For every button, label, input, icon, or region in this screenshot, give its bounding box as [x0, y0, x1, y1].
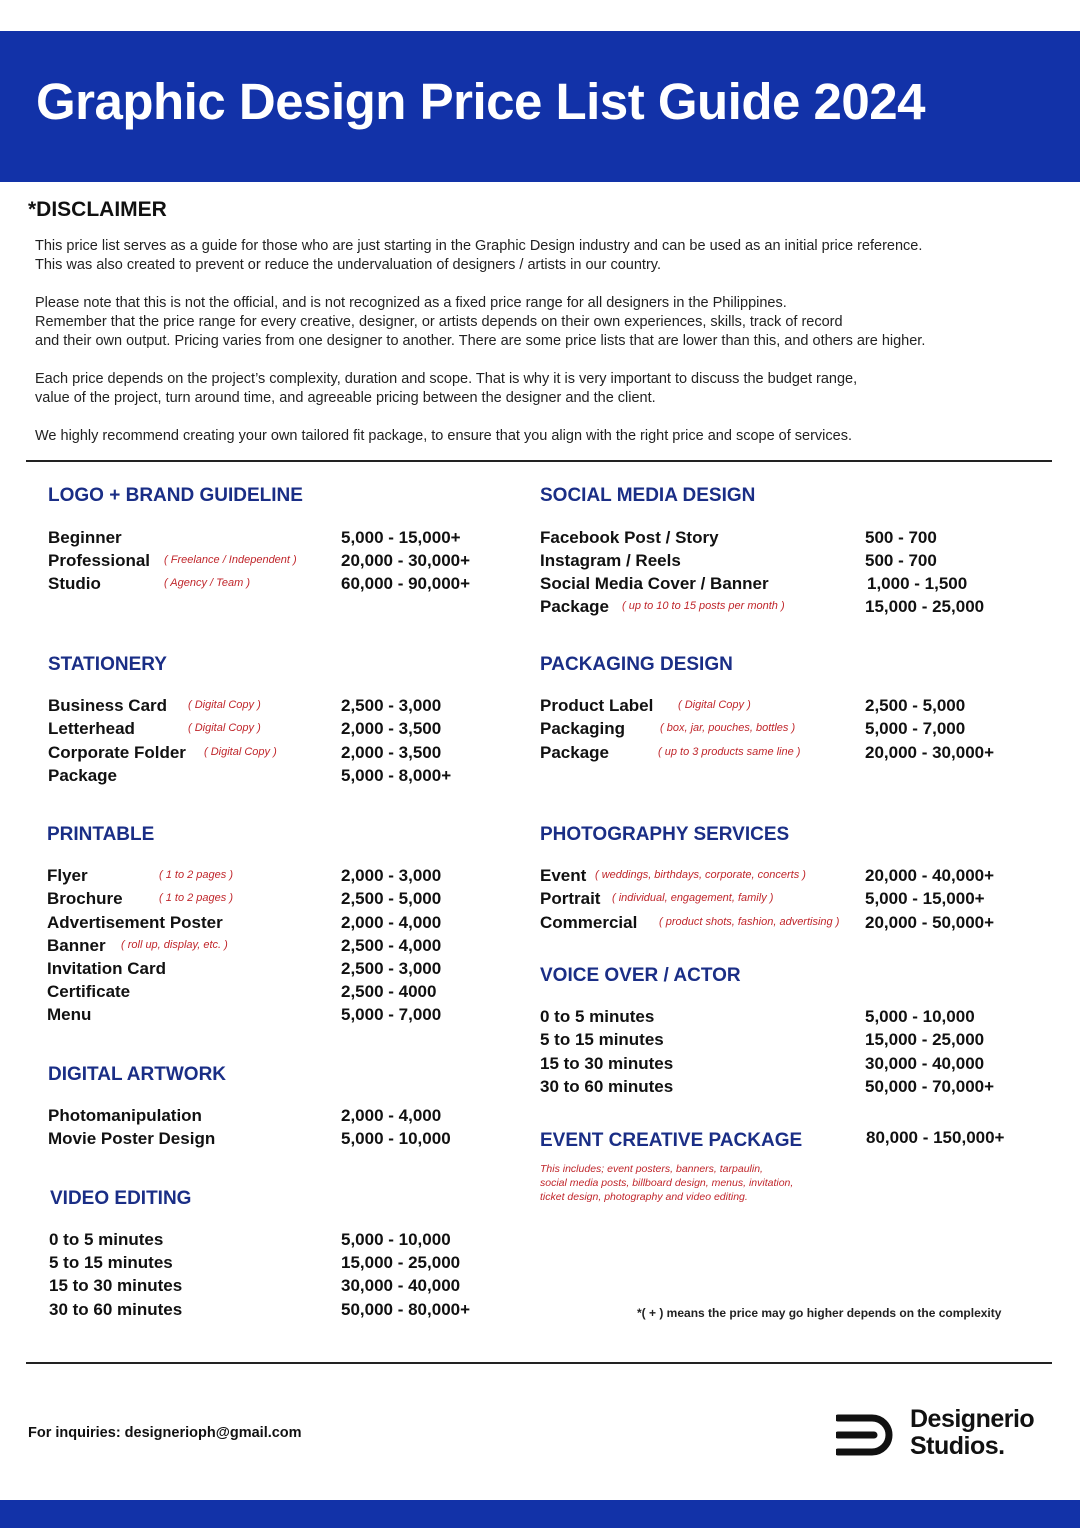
item-name: Package	[48, 766, 117, 785]
disclaimer-line: and their own output. Pricing varies from one designer to another. There are some price lists that are lower than this, and others are higher.	[35, 333, 926, 349]
item-price: 5,000 - 15,000+	[865, 889, 985, 908]
item-name: Package	[540, 597, 609, 616]
item-note: ( product shots, fashion, advertising )	[659, 916, 840, 928]
item-price: 5,000 - 15,000+	[341, 528, 461, 547]
item-name: Invitation Card	[47, 959, 167, 978]
item-note: ( Freelance / Independent )	[164, 554, 297, 566]
item-price: 15,000 - 25,000	[865, 597, 985, 616]
item-name: Certificate	[47, 982, 131, 1001]
item-price: 2,000 - 3,500	[341, 743, 442, 762]
item-price: 2,500 - 4000	[341, 982, 437, 1001]
divider-top	[26, 460, 1052, 462]
item-price: 80,000 - 150,000+	[866, 1128, 1005, 1147]
item-name: 15 to 30 minutes	[540, 1054, 674, 1073]
item-note: ( 1 to 2 pages )	[159, 869, 233, 881]
item-name: Commercial	[540, 913, 638, 932]
disclaimer-line: Remember that the price range for every creative, designer, or artists depends on their own experiences, skills, track of record	[35, 314, 843, 330]
item-note: ( individual, engagement, family )	[612, 892, 774, 904]
item-price: 15,000 - 25,000	[865, 1030, 985, 1049]
brand-line-1: Designerio	[910, 1405, 1035, 1433]
item-name: 5 to 15 minutes	[49, 1253, 173, 1272]
item-price: 1,000 - 1,500	[867, 574, 968, 593]
item-price: 2,500 - 3,000	[341, 696, 442, 715]
item-name: Portrait	[540, 889, 601, 908]
disclaimer-line: Each price depends on the project’s complexity, duration and scope. That is why it is very important to discuss the budget range,	[35, 371, 858, 387]
item-name: Beginner	[48, 528, 122, 547]
brand-line-2: Studios.	[910, 1432, 1005, 1460]
item-name: Social Media Cover / Banner	[540, 574, 769, 593]
item-price: 2,000 - 4,000	[341, 1106, 442, 1125]
description-line: This includes; event posters, banners, tarpaulin,	[540, 1163, 763, 1175]
section-title-printable: PRINTABLE	[47, 824, 155, 845]
item-price: 5,000 - 7,000	[865, 719, 966, 738]
item-name: 30 to 60 minutes	[49, 1300, 183, 1319]
designerio-logo-icon	[836, 1412, 894, 1458]
item-price: 20,000 - 50,000+	[865, 913, 995, 932]
disclaimer-paragraph-3	[35, 370, 1045, 408]
section-title-voice-over: VOICE OVER / ACTOR	[540, 965, 741, 986]
item-name: Professional	[48, 551, 151, 570]
section-title-social-media: SOCIAL MEDIA DESIGN	[540, 485, 756, 506]
item-price: 2,000 - 3,500	[341, 719, 442, 738]
item-price: 5,000 - 7,000	[341, 1005, 442, 1024]
disclaimer-line: value of the project, turn around time, and agreeable pricing between the designer and the client.	[35, 390, 656, 406]
item-price: 2,500 - 4,000	[341, 936, 442, 955]
item-note: ( 1 to 2 pages )	[159, 892, 233, 904]
item-name: Menu	[47, 1005, 92, 1024]
item-price: 30,000 - 40,000	[865, 1054, 985, 1073]
item-name: Event	[540, 866, 587, 885]
disclaimer-paragraph-4	[35, 427, 1045, 446]
event-package-description	[540, 1162, 793, 1204]
item-price: 30,000 - 40,000	[341, 1276, 461, 1295]
item-name: Packaging	[540, 719, 626, 738]
disclaimer-line: Please note that this is not the official, and is not recognized as a fixed price range for all designers in the Philippines.	[35, 295, 787, 311]
page-title: Graphic Design Price List Guide 2024	[36, 73, 925, 130]
section-title-video-editing: VIDEO EDITING	[50, 1188, 192, 1209]
item-name: Banner	[47, 936, 106, 955]
item-name: 0 to 5 minutes	[49, 1230, 164, 1249]
item-name: Letterhead	[48, 719, 135, 738]
disclaimer-heading: *DISCLAIMER	[28, 198, 167, 221]
item-note: ( weddings, birthdays, corporate, concerts )	[595, 869, 806, 881]
item-note: ( roll up, display, etc. )	[121, 939, 228, 951]
section-title-logo-brand: LOGO + BRAND GUIDELINE	[48, 485, 303, 506]
item-name: Corporate Folder	[48, 743, 186, 762]
inquiry-email: For inquiries: designerioph@gmail.com	[28, 1425, 302, 1441]
item-name: Product Label	[540, 696, 654, 715]
description-line: social media posts, billboard design, menus, invitation,	[540, 1177, 794, 1189]
item-price: 500 - 700	[865, 528, 937, 547]
item-price: 20,000 - 30,000+	[341, 551, 471, 570]
item-name: 15 to 30 minutes	[49, 1276, 183, 1295]
item-name: Instagram / Reels	[540, 551, 681, 570]
item-name: Movie Poster Design	[48, 1129, 216, 1148]
brand-wordmark	[910, 1406, 1034, 1460]
item-price: 5,000 - 10,000	[341, 1230, 451, 1249]
footer-band	[0, 1500, 1080, 1528]
item-price: 50,000 - 70,000+	[865, 1077, 995, 1096]
disclaimer-line: We highly recommend creating your own tailored fit package, to ensure that you align with the right price and scope of services.	[35, 428, 852, 444]
description-line: ticket design, photography and video editing.	[540, 1191, 748, 1203]
item-price: 20,000 - 40,000+	[865, 866, 995, 885]
item-name: Advertisement Poster	[47, 913, 223, 932]
item-name: Business Card	[48, 696, 168, 715]
item-price: 20,000 - 30,000+	[865, 743, 995, 762]
item-note: ( Digital Copy )	[678, 699, 751, 711]
section-title-packaging: PACKAGING DESIGN	[540, 654, 733, 675]
section-title-event-package: EVENT CREATIVE PACKAGE	[540, 1130, 803, 1151]
item-price: 5,000 - 10,000	[865, 1007, 975, 1026]
item-name: Studio	[48, 574, 101, 593]
section-title-digital-artwork: DIGITAL ARTWORK	[48, 1064, 227, 1085]
item-name: Facebook Post / Story	[540, 528, 719, 547]
disclaimer-paragraph-1	[35, 237, 1045, 275]
item-note: ( Digital Copy )	[188, 722, 261, 734]
item-name: Brochure	[47, 889, 123, 908]
section-title-stationery: STATIONERY	[48, 654, 167, 675]
item-name: Package	[540, 743, 609, 762]
item-price: 2,500 - 5,000	[341, 889, 442, 908]
item-price: 15,000 - 25,000	[341, 1253, 461, 1272]
disclaimer-paragraph-2	[35, 294, 1045, 351]
item-price: 60,000 - 90,000+	[341, 574, 471, 593]
item-price: 2,500 - 5,000	[865, 696, 966, 715]
item-note: ( Digital Copy )	[188, 699, 261, 711]
item-note: ( box, jar, pouches, bottles )	[660, 722, 796, 734]
item-price: 50,000 - 80,000+	[341, 1300, 471, 1319]
item-name: Flyer	[47, 866, 88, 885]
item-name: 5 to 15 minutes	[540, 1030, 664, 1049]
item-price: 2,000 - 4,000	[341, 913, 442, 932]
item-note: ( up to 3 products same line )	[658, 746, 801, 758]
item-price: 500 - 700	[865, 551, 937, 570]
item-name: 30 to 60 minutes	[540, 1077, 674, 1096]
divider-bottom	[26, 1362, 1052, 1364]
item-price: 5,000 - 8,000+	[341, 766, 452, 785]
item-name: 0 to 5 minutes	[540, 1007, 655, 1026]
item-price: 2,500 - 3,000	[341, 959, 442, 978]
item-price: 5,000 - 10,000	[341, 1129, 451, 1148]
item-note: ( Agency / Team )	[164, 577, 250, 589]
price-footnote: *( + ) means the price may go higher depends on the complexity	[637, 1306, 1002, 1320]
item-name: Photomanipulation	[48, 1106, 202, 1125]
disclaimer-line: This price list serves as a guide for those who are just starting in the Graphic Design industry and can be used as an initial price reference.	[35, 238, 923, 254]
disclaimer-line: This was also created to prevent or reduce the undervaluation of designers / artists in our country.	[35, 257, 661, 273]
item-price: 2,000 - 3,000	[341, 866, 442, 885]
item-note: ( Digital Copy )	[204, 746, 277, 758]
item-note: ( up to 10 to 15 posts per month )	[622, 600, 785, 612]
section-title-photography: PHOTOGRAPHY SERVICES	[540, 824, 790, 845]
